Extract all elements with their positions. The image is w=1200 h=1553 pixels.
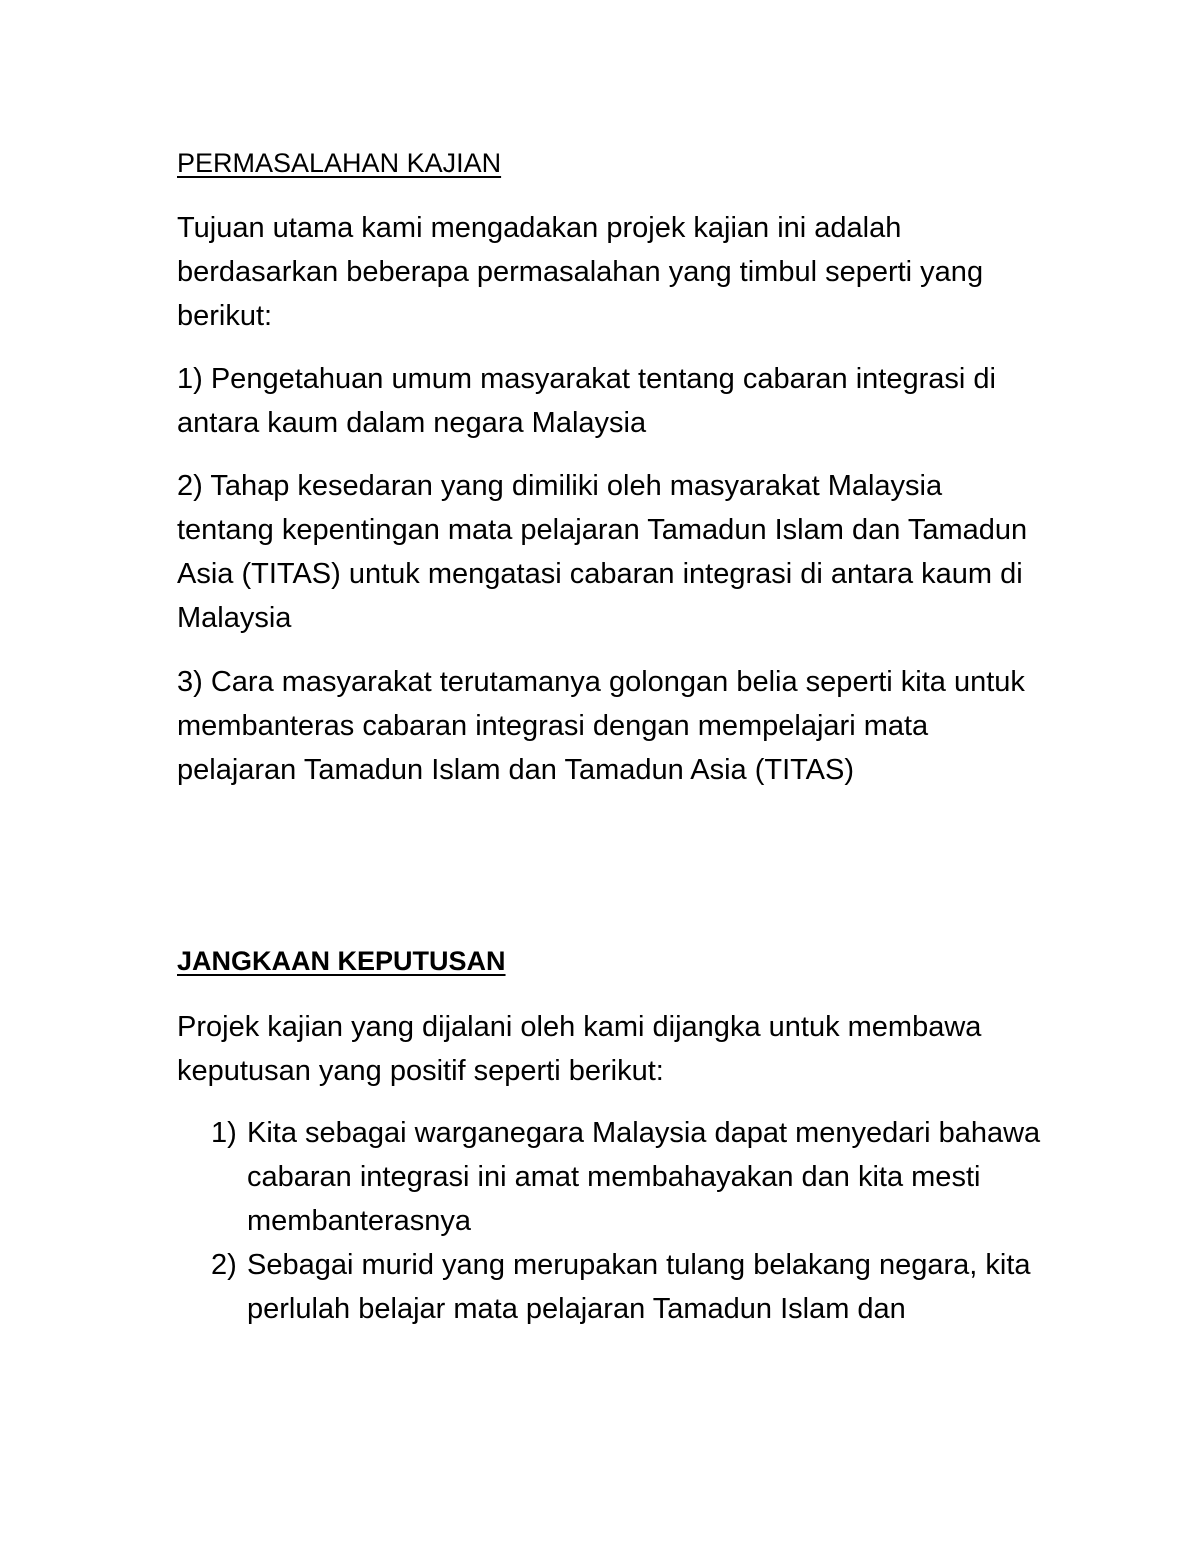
paragraph-line: berikut: [177,300,273,332]
paragraph-line: Asia (TITAS) untuk mengatasi cabaran integrasi di antara kaum di [177,558,1023,590]
paragraph-line: tentang kepentingan mata pelajaran Tamadun Islam dan Tamadun [177,514,1028,546]
paragraph-line: pelajaran Tamadun Islam dan Tamadun Asia (TITAS) [177,754,855,786]
paragraph-line: membanterasnya [247,1205,472,1237]
paragraph-line: membanteras cabaran integrasi dengan mempelajari mata [177,710,929,742]
intro-paragraph-jangkaan [177,1005,1037,1093]
section-heading-permasalahan: PERMASALAHAN KAJIAN [177,148,502,178]
list-item-body [247,1243,1031,1331]
paragraph-line: Projek kajian yang dijalani oleh kami dijangka untuk membawa [177,1011,982,1043]
paragraph-line: keputusan yang positif seperti berikut: [177,1055,664,1087]
intro-paragraph-permasalahan [177,206,1037,338]
problem-point-1 [177,357,1037,445]
list-marker: 1) [211,1117,237,1149]
list-item-body [247,1111,1040,1243]
paragraph-line: perlulah belajar mata pelajaran Tamadun Islam dan [247,1293,906,1325]
paragraph-line: 1) Pengetahuan umum masyarakat tentang cabaran integrasi di [177,363,996,395]
paragraph-line: berdasarkan beberapa permasalahan yang timbul seperti yang [177,256,984,288]
paragraph-line: 3) Cara masyarakat terutamanya golongan belia seperti kita untuk [177,666,1025,698]
paragraph-line: cabaran integrasi ini amat membahayakan dan kita mesti [247,1161,981,1193]
paragraph-line: Malaysia [177,602,292,634]
paragraph-line: antara kaum dalam negara Malaysia [177,407,647,439]
section-heading-jangkaan: JANGKAAN KEPUTUSAN [177,946,506,976]
paragraph-line: Sebagai murid yang merupakan tulang belakang negara, kita [247,1249,1031,1281]
paragraph-line: Tujuan utama kami mengadakan projek kajian ini adalah [177,212,902,244]
paragraph-line: Kita sebagai warganegara Malaysia dapat menyedari bahawa [247,1117,1041,1149]
paragraph-line: 2) Tahap kesedaran yang dimiliki oleh masyarakat Malaysia [177,470,943,502]
list-marker: 2) [211,1249,237,1281]
problem-point-2 [177,464,1037,640]
problem-point-3 [177,660,1037,792]
